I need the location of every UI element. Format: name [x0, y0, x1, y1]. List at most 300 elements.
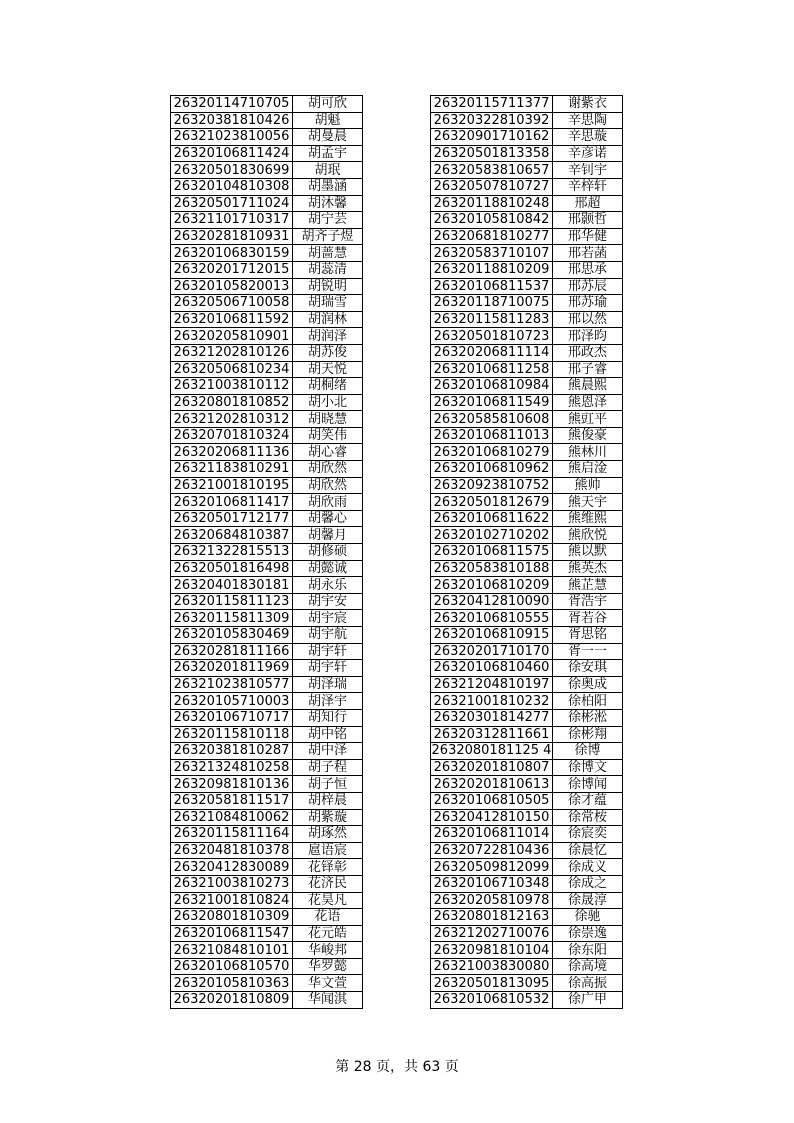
table-row — [431, 992, 623, 1009]
candidate-name-cell: 辛梓轩 — [553, 178, 623, 195]
table-row — [431, 245, 623, 262]
table-row — [431, 461, 623, 478]
table-row — [171, 643, 363, 660]
table-row — [171, 627, 363, 644]
candidate-name-cell: 胡宇宸 — [293, 610, 363, 627]
candidate-name-cell: 徐彬淞 — [553, 709, 623, 726]
table-row — [171, 776, 363, 793]
table-row — [431, 577, 623, 594]
table-row — [171, 96, 363, 113]
table-row — [171, 145, 363, 162]
candidate-id-cell: 26321001810824 — [171, 892, 293, 909]
candidate-id-cell: 26321204810197 — [431, 676, 553, 693]
candidate-id-cell: 26320801810852 — [171, 394, 293, 411]
candidate-name-cell: 熊帅 — [553, 477, 623, 494]
candidate-name-cell: 徐博 — [553, 743, 623, 760]
candidate-id-cell: 26320106810505 — [431, 792, 553, 809]
candidate-id-cell: 26320201810807 — [431, 759, 553, 776]
table-row — [431, 726, 623, 743]
candidate-name-cell: 胡笑伟 — [293, 427, 363, 444]
candidate-name-cell: 徐才蕴 — [553, 792, 623, 809]
candidate-name-cell: 熊天宇 — [553, 494, 623, 511]
table-row — [431, 560, 623, 577]
table-row — [431, 228, 623, 245]
candidate-name-cell: 胡小北 — [293, 394, 363, 411]
candidate-id-cell: 26320481810378 — [171, 842, 293, 859]
candidate-name-cell: 邢若菡 — [553, 245, 623, 262]
candidate-name-cell: 徐驰 — [553, 909, 623, 926]
candidate-name-cell: 徐奥成 — [553, 676, 623, 693]
table-row — [431, 627, 623, 644]
candidate-id-cell: 26320105710003 — [171, 693, 293, 710]
candidate-id-cell: 26320501813095 — [431, 975, 553, 992]
table-row — [171, 311, 363, 328]
candidate-name-cell: 胡魁 — [293, 112, 363, 129]
candidate-name-cell: 胡泽瑞 — [293, 676, 363, 693]
candidate-name-cell: 华峻邦 — [293, 942, 363, 959]
table-row — [171, 560, 363, 577]
candidate-name-cell: 谢紫衣 — [553, 96, 623, 113]
candidate-name-cell: 胡懿诚 — [293, 560, 363, 577]
candidate-id-cell: 26320681810277 — [431, 228, 553, 245]
candidate-name-cell: 胡紫璇 — [293, 809, 363, 826]
table-row — [171, 178, 363, 195]
candidate-name-cell: 徐晟淳 — [553, 892, 623, 909]
candidate-id-cell: 26320381810287 — [171, 743, 293, 760]
candidate-id-cell: 26320206811136 — [171, 444, 293, 461]
table-row — [171, 842, 363, 859]
candidate-id-cell: 26320281810931 — [171, 228, 293, 245]
candidate-id-cell: 26320106811575 — [431, 544, 553, 561]
table-row — [171, 444, 363, 461]
candidate-name-cell: 辛彦诺 — [553, 145, 623, 162]
table-row — [431, 361, 623, 378]
candidate-name-cell: 徐彬翔 — [553, 726, 623, 743]
candidate-id-cell: 26321183810291 — [171, 461, 293, 478]
candidate-id-cell: 26320106810962 — [431, 461, 553, 478]
candidate-id-cell: 26320105810842 — [431, 212, 553, 229]
table-row — [431, 859, 623, 876]
table-row — [171, 461, 363, 478]
table-row — [171, 676, 363, 693]
candidate-id-cell: 26320412810150 — [431, 809, 553, 826]
candidate-name-cell: 胡蕊清 — [293, 261, 363, 278]
candidate-name-cell: 邢思承 — [553, 261, 623, 278]
table-row — [431, 610, 623, 627]
table-row — [431, 743, 623, 760]
table-row — [171, 660, 363, 677]
table-row — [171, 295, 363, 312]
candidate-id-cell: 26320106811549 — [431, 394, 553, 411]
candidate-id-cell: 26320104810308 — [171, 178, 293, 195]
candidate-id-cell: 26321324810258 — [171, 759, 293, 776]
candidate-id-cell: 26320106710717 — [171, 709, 293, 726]
candidate-name-cell: 胡心睿 — [293, 444, 363, 461]
table-row — [171, 328, 363, 345]
candidate-id-cell: 26320106810532 — [431, 992, 553, 1009]
candidate-name-cell: 徐成之 — [553, 875, 623, 892]
table-row — [431, 212, 623, 229]
candidate-name-cell: 徐晨忆 — [553, 842, 623, 859]
candidate-name-cell: 徐高振 — [553, 975, 623, 992]
candidate-id-cell: 26320106811424 — [171, 145, 293, 162]
candidate-name-cell: 辛钊宇 — [553, 162, 623, 179]
candidate-id-cell: 26321023810056 — [171, 129, 293, 146]
table-row — [431, 958, 623, 975]
candidate-name-cell: 胡润林 — [293, 311, 363, 328]
left-roster-body — [171, 96, 363, 1009]
candidate-name-cell: 胡可欣 — [293, 96, 363, 113]
candidate-name-cell: 胡子恒 — [293, 776, 363, 793]
table-row — [431, 494, 623, 511]
candidate-id-cell: 26320106810915 — [431, 627, 553, 644]
candidate-name-cell: 胡馨心 — [293, 510, 363, 527]
table-row — [431, 544, 623, 561]
candidate-name-cell: 熊启淦 — [553, 461, 623, 478]
candidate-name-cell: 邢苏辰 — [553, 278, 623, 295]
table-row — [171, 577, 363, 594]
candidate-id-cell: 26320501810723 — [431, 328, 553, 345]
candidate-id-cell: 26320105830469 — [171, 627, 293, 644]
candidate-name-cell: 胡齐子煜 — [293, 228, 363, 245]
candidate-id-cell: 26320981810136 — [171, 776, 293, 793]
table-row — [431, 96, 623, 113]
candidate-id-cell: 26320507810727 — [431, 178, 553, 195]
table-row — [431, 394, 623, 411]
candidate-id-cell: 26320205810978 — [431, 892, 553, 909]
candidate-id-cell: 26320801810309 — [171, 909, 293, 926]
candidate-id-cell: 26320106811592 — [171, 311, 293, 328]
table-row — [171, 162, 363, 179]
candidate-id-cell: 26320201810809 — [171, 992, 293, 1009]
candidate-name-cell: 花元皓 — [293, 925, 363, 942]
candidate-id-cell: 26321003830080 — [431, 958, 553, 975]
candidate-id-cell: 26321001810232 — [431, 693, 553, 710]
table-row — [171, 892, 363, 909]
table-row — [171, 809, 363, 826]
candidate-name-cell: 花语 — [293, 909, 363, 926]
candidate-id-cell: 26320115811283 — [431, 311, 553, 328]
candidate-name-cell: 华罗懿 — [293, 958, 363, 975]
table-row — [431, 792, 623, 809]
candidate-id-cell: 26320501816498 — [171, 560, 293, 577]
table-row — [171, 792, 363, 809]
candidate-name-cell: 徐宸奕 — [553, 826, 623, 843]
table-row — [171, 610, 363, 627]
table-row — [171, 228, 363, 245]
candidate-name-cell: 胡宁芸 — [293, 212, 363, 229]
candidate-id-cell: 26320106811537 — [431, 278, 553, 295]
candidate-name-cell: 扈语宸 — [293, 842, 363, 859]
candidate-name-cell: 徐广甲 — [553, 992, 623, 1009]
candidate-id-cell: 26320106710348 — [431, 875, 553, 892]
candidate-id-cell: 26321322815513 — [171, 544, 293, 561]
table-row — [431, 378, 623, 395]
candidate-id-cell: 26320322810392 — [431, 112, 553, 129]
table-row — [171, 261, 363, 278]
candidate-name-cell: 胡宇安 — [293, 593, 363, 610]
candidate-name-cell: 邢颢哲 — [553, 212, 623, 229]
table-row — [431, 328, 623, 345]
candidate-id-cell: 26320722810436 — [431, 842, 553, 859]
candidate-name-cell: 胥一一 — [553, 643, 623, 660]
table-row — [171, 411, 363, 428]
table-row — [431, 776, 623, 793]
table-row — [431, 278, 623, 295]
table-row — [171, 909, 363, 926]
candidate-name-cell: 胡中铭 — [293, 726, 363, 743]
table-row — [431, 129, 623, 146]
candidate-id-cell: 26320205810901 — [171, 328, 293, 345]
table-row — [431, 709, 623, 726]
candidate-name-cell: 徐柏阳 — [553, 693, 623, 710]
page-number-text: 第 28 页，共 63 页 — [335, 1059, 459, 1075]
candidate-name-cell: 熊林川 — [553, 444, 623, 461]
candidate-id-cell: 26320106810555 — [431, 610, 553, 627]
candidate-name-cell: 胡琢然 — [293, 826, 363, 843]
candidate-id-cell: 26320115811164 — [171, 826, 293, 843]
right-roster-body — [431, 96, 623, 1009]
candidate-name-cell: 花铎彰 — [293, 859, 363, 876]
table-row — [431, 311, 623, 328]
candidate-name-cell: 胥浩宇 — [553, 593, 623, 610]
candidate-id-cell: 26320106810209 — [431, 577, 553, 594]
table-row — [171, 925, 363, 942]
candidate-id-cell: 26320583810188 — [431, 560, 553, 577]
candidate-name-cell: 胡桐绪 — [293, 378, 363, 395]
candidate-id-cell: 26320118810248 — [431, 195, 553, 212]
table-row — [431, 892, 623, 909]
table-row — [431, 826, 623, 843]
candidate-name-cell: 熊俊豪 — [553, 427, 623, 444]
table-row — [171, 527, 363, 544]
candidate-id-cell: 26320501711024 — [171, 195, 293, 212]
candidate-name-cell: 徐常桉 — [553, 809, 623, 826]
candidate-name-cell: 徐高境 — [553, 958, 623, 975]
table-row — [171, 875, 363, 892]
candidate-name-cell: 熊以默 — [553, 544, 623, 561]
candidate-id-cell: 26320585810608 — [431, 411, 553, 428]
candidate-name-cell: 胡修硕 — [293, 544, 363, 561]
candidate-name-cell: 邢苏瑜 — [553, 295, 623, 312]
candidate-id-cell: 26320923810752 — [431, 477, 553, 494]
candidate-id-cell: 26321084810101 — [171, 942, 293, 959]
right-roster-table — [430, 95, 623, 1009]
candidate-name-cell: 胡瑞雪 — [293, 295, 363, 312]
table-row — [431, 261, 623, 278]
candidate-name-cell: 胡孟宇 — [293, 145, 363, 162]
table-row — [171, 544, 363, 561]
table-row — [431, 477, 623, 494]
table-row — [171, 129, 363, 146]
candidate-name-cell: 胡永乐 — [293, 577, 363, 594]
table-row — [171, 743, 363, 760]
table-row — [171, 958, 363, 975]
candidate-id-cell: 26320506810234 — [171, 361, 293, 378]
candidate-name-cell: 徐成义 — [553, 859, 623, 876]
candidate-name-cell: 胡欣雨 — [293, 494, 363, 511]
page-footer — [0, 1056, 794, 1076]
table-row — [171, 477, 363, 494]
table-row — [431, 842, 623, 859]
candidate-name-cell: 胡知行 — [293, 709, 363, 726]
candidate-name-cell: 胡天悦 — [293, 361, 363, 378]
candidate-id-cell: 26320583710107 — [431, 245, 553, 262]
candidate-name-cell: 胡子程 — [293, 759, 363, 776]
candidate-id-cell: 26320381810426 — [171, 112, 293, 129]
table-row — [431, 975, 623, 992]
candidate-name-cell: 胡宇航 — [293, 627, 363, 644]
table-row — [431, 527, 623, 544]
candidate-name-cell: 胡珉 — [293, 162, 363, 179]
candidate-id-cell: 26320312811661 — [431, 726, 553, 743]
candidate-name-cell: 胥思铭 — [553, 627, 623, 644]
candidate-name-cell: 熊芷慧 — [553, 577, 623, 594]
candidate-name-cell: 熊恩泽 — [553, 394, 623, 411]
table-row — [431, 676, 623, 693]
table-row — [431, 510, 623, 527]
candidate-id-cell: 26320115811309 — [171, 610, 293, 627]
candidate-id-cell: 26320118810209 — [431, 261, 553, 278]
table-row — [171, 212, 363, 229]
candidate-name-cell: 徐博文 — [553, 759, 623, 776]
candidate-name-cell: 邢超 — [553, 195, 623, 212]
candidate-id-cell: 26320501813358 — [431, 145, 553, 162]
table-row — [171, 826, 363, 843]
candidate-id-cell: 26321202710076 — [431, 925, 553, 942]
candidate-id-cell: 26320412830089 — [171, 859, 293, 876]
candidate-id-cell: 26320201810613 — [431, 776, 553, 793]
candidate-id-cell: 26321101710317 — [171, 212, 293, 229]
candidate-id-cell: 26320106811417 — [171, 494, 293, 511]
table-row — [171, 975, 363, 992]
candidate-name-cell: 胡宇轩 — [293, 660, 363, 677]
candidate-name-cell: 邢政杰 — [553, 344, 623, 361]
table-row — [431, 145, 623, 162]
candidate-id-cell: 26320581811517 — [171, 792, 293, 809]
table-row — [171, 593, 363, 610]
candidate-name-cell: 华文萱 — [293, 975, 363, 992]
candidate-id-cell: 26320106830159 — [171, 245, 293, 262]
candidate-id-cell: 26320901710162 — [431, 129, 553, 146]
candidate-id-cell: 26321003810112 — [171, 378, 293, 395]
candidate-name-cell: 熊维熙 — [553, 510, 623, 527]
candidate-id-cell: 26320701810324 — [171, 427, 293, 444]
candidate-id-cell: 26320412810090 — [431, 593, 553, 610]
candidate-id-cell: 26320509812099 — [431, 859, 553, 876]
candidate-id-cell: 26320301814277 — [431, 709, 553, 726]
table-row — [171, 942, 363, 959]
candidate-id-cell: 26321003810273 — [171, 875, 293, 892]
candidate-name-cell: 胡蔷慧 — [293, 245, 363, 262]
candidate-name-cell: 徐崇逸 — [553, 925, 623, 942]
candidate-name-cell: 熊欣悦 — [553, 527, 623, 544]
candidate-id-cell: 26320106810460 — [431, 660, 553, 677]
candidate-name-cell: 胡润泽 — [293, 328, 363, 345]
table-row — [431, 344, 623, 361]
candidate-name-cell: 辛思璇 — [553, 129, 623, 146]
candidate-id-cell: 2632080181125 4 — [431, 743, 552, 759]
candidate-id-cell: 26320201710170 — [431, 643, 553, 660]
candidate-id-cell: 26320106810279 — [431, 444, 553, 461]
candidate-name-cell: 花昊凡 — [293, 892, 363, 909]
table-row — [171, 709, 363, 726]
table-row — [431, 593, 623, 610]
candidate-name-cell: 徐安琪 — [553, 660, 623, 677]
candidate-name-cell: 熊豇平 — [553, 411, 623, 428]
candidate-name-cell: 胡馨月 — [293, 527, 363, 544]
table-row — [171, 378, 363, 395]
table-row — [431, 660, 623, 677]
candidate-id-cell: 26320501812679 — [431, 494, 553, 511]
candidate-name-cell: 胥若谷 — [553, 610, 623, 627]
candidate-name-cell: 邢华健 — [553, 228, 623, 245]
table-row — [171, 361, 363, 378]
table-row — [431, 643, 623, 660]
candidate-id-cell: 26320106810984 — [431, 378, 553, 395]
candidate-id-cell: 26320281811166 — [171, 643, 293, 660]
candidate-id-cell: 26320106811258 — [431, 361, 553, 378]
candidate-name-cell: 胡中泽 — [293, 743, 363, 760]
candidate-id-cell: 26320981810104 — [431, 942, 553, 959]
table-row — [431, 925, 623, 942]
table-row — [171, 394, 363, 411]
table-row — [171, 278, 363, 295]
table-row — [171, 693, 363, 710]
candidate-id-cell: 26321023810577 — [171, 676, 293, 693]
table-row — [171, 427, 363, 444]
candidate-id-cell: 26321202810312 — [171, 411, 293, 428]
candidate-id-cell: 26320801812163 — [431, 909, 553, 926]
table-row — [171, 112, 363, 129]
candidate-name-cell: 辛思陶 — [553, 112, 623, 129]
table-row — [171, 195, 363, 212]
table-row — [431, 909, 623, 926]
candidate-id-cell: 26320201811969 — [171, 660, 293, 677]
table-row — [171, 510, 363, 527]
candidate-id-cell: 26320106811014 — [431, 826, 553, 843]
candidate-name-cell: 花济民 — [293, 875, 363, 892]
candidate-id-cell: 26320115811123 — [171, 593, 293, 610]
candidate-name-cell: 徐东阳 — [553, 942, 623, 959]
candidate-name-cell: 胡沐馨 — [293, 195, 363, 212]
candidate-id-cell: 26320106810570 — [171, 958, 293, 975]
table-row — [431, 112, 623, 129]
candidate-name-cell: 胡锐明 — [293, 278, 363, 295]
candidate-id-cell: 26321084810062 — [171, 809, 293, 826]
candidate-id-cell: 26320105810363 — [171, 975, 293, 992]
candidate-id-cell: 26320501712177 — [171, 510, 293, 527]
candidate-name-cell: 华闻淇 — [293, 992, 363, 1009]
candidate-id-cell: 26320583810657 — [431, 162, 553, 179]
table-row — [431, 875, 623, 892]
candidate-id-cell: 26320106811547 — [171, 925, 293, 942]
candidate-id-cell: 26320106811013 — [431, 427, 553, 444]
candidate-id-cell: 26320105820013 — [171, 278, 293, 295]
table-row — [431, 295, 623, 312]
candidate-name-cell: 熊晨熙 — [553, 378, 623, 395]
candidate-id-cell: 26320118710075 — [431, 295, 553, 312]
candidate-name-cell: 胡宇轩 — [293, 643, 363, 660]
candidate-id-cell: 26321202810126 — [171, 344, 293, 361]
table-row — [431, 693, 623, 710]
candidate-id-cell: 26320106811622 — [431, 510, 553, 527]
table-row — [171, 759, 363, 776]
candidate-name-cell: 胡泽宇 — [293, 693, 363, 710]
candidate-id-cell: 26320506710058 — [171, 295, 293, 312]
candidate-id-cell: 26320501830699 — [171, 162, 293, 179]
table-row — [431, 195, 623, 212]
